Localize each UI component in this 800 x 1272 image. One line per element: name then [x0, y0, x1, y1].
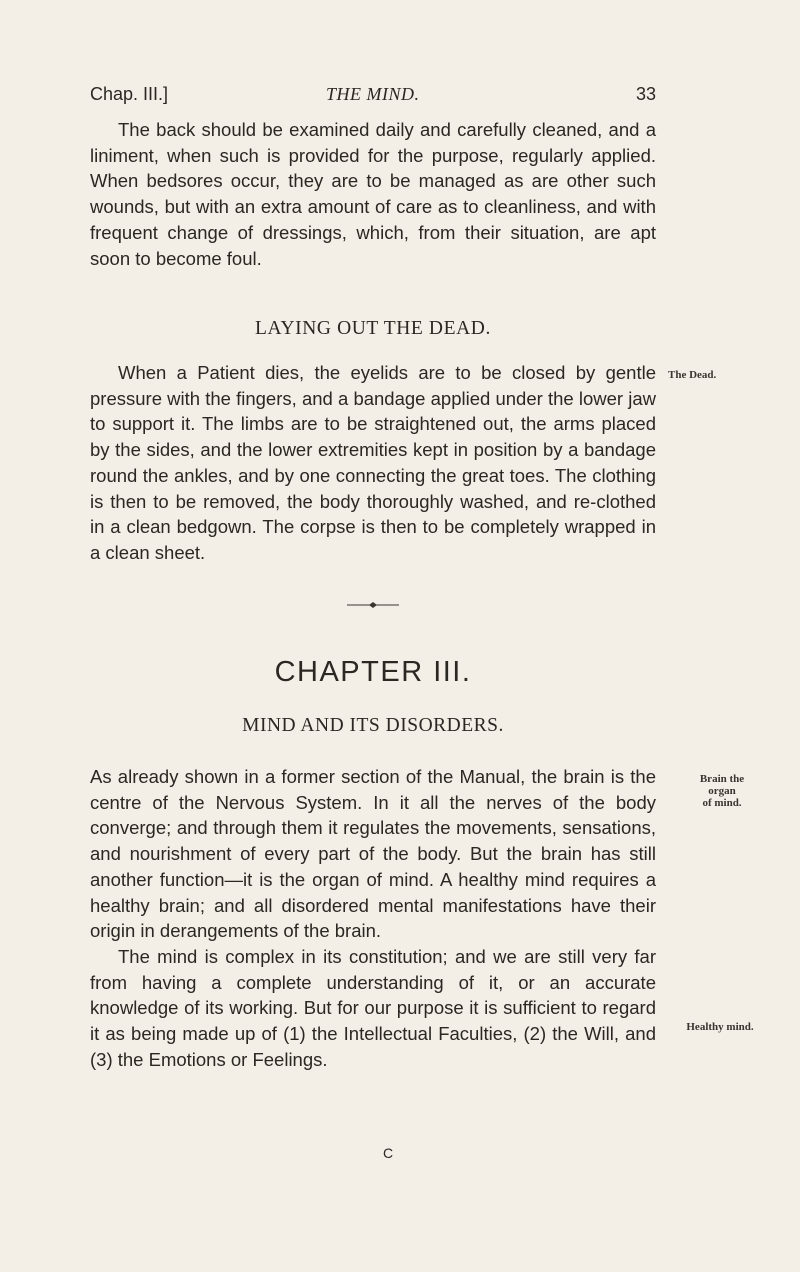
margin-note-line: organ [708, 785, 736, 797]
page-number: 33 [635, 84, 656, 104]
running-title: THE MIND. [326, 84, 420, 104]
chapter-label: Chap. III.] [90, 84, 169, 104]
margin-note-healthy-mind: Healthy mind. [686, 1021, 754, 1033]
margin-note-brain [676, 773, 768, 809]
chapter-subtitle: MIND AND ITS DISORDERS. [242, 715, 504, 736]
margin-note-line: of mind. [702, 797, 742, 809]
margin-note-line: Brain the [699, 773, 745, 785]
paragraph-healthy-mind: The mind is complex in its constitution; and we are still very far from having a complete understanding of it, or an accurate knowledge of its working. But for our purpose it is sufficient to regard it as being made up of (1) the Intellectual Faculties, (2) the Will, and (3) the Emotions or Feelings. [90, 945, 656, 1070]
signature-mark: C [383, 1145, 394, 1161]
chapter-heading: CHAPTER III. [274, 656, 472, 688]
margin-note-dead: The Dead. [668, 369, 717, 381]
running-header [90, 84, 656, 110]
paragraph-bedsores [90, 117, 656, 271]
paragraph-text: The back should be examined daily and carefully cleaned, and a liniment, when such is provided for the purpose, regularly applied. When bedsores occur, they are to be managed as are other such wounds, but with an extra amount of care as to cleanliness, and with frequent change of dressings, which, from their situation, are apt soon to become foul. [90, 119, 656, 269]
ornament-divider [345, 600, 401, 610]
paragraph-laying-out [90, 360, 656, 566]
paragraph-brain: As already shown in a former section of the Manual, the brain is the centre of the Nervous System. In it all the nerves of the body converge; and through them it regulates the movements, sensations, and nourishment of every part of the body. But the brain has still another function—it is the organ of mind. A healthy mind requires a healthy brain; and all disordered mental manifestations have their origin in derangements of the brain. [90, 766, 656, 942]
chapter-body [90, 764, 656, 1072]
section-heading: LAYING OUT THE DEAD. [255, 318, 491, 339]
paragraph-text: When a Patient dies, the eyelids are to be closed by gentle pressure with the fingers, and a bandage applied under the lower jaw to support it. The limbs are to be straightened out, the arms placed by the sides, and the lower extremities kept in position by a bandage round the ankles, and by one connecting the great toes. The clothing is then to be removed, the body thoroughly washed, and re-clothed in a clean bedgown. The corpse is then to be completely wrapped in a clean sheet. [90, 362, 656, 563]
